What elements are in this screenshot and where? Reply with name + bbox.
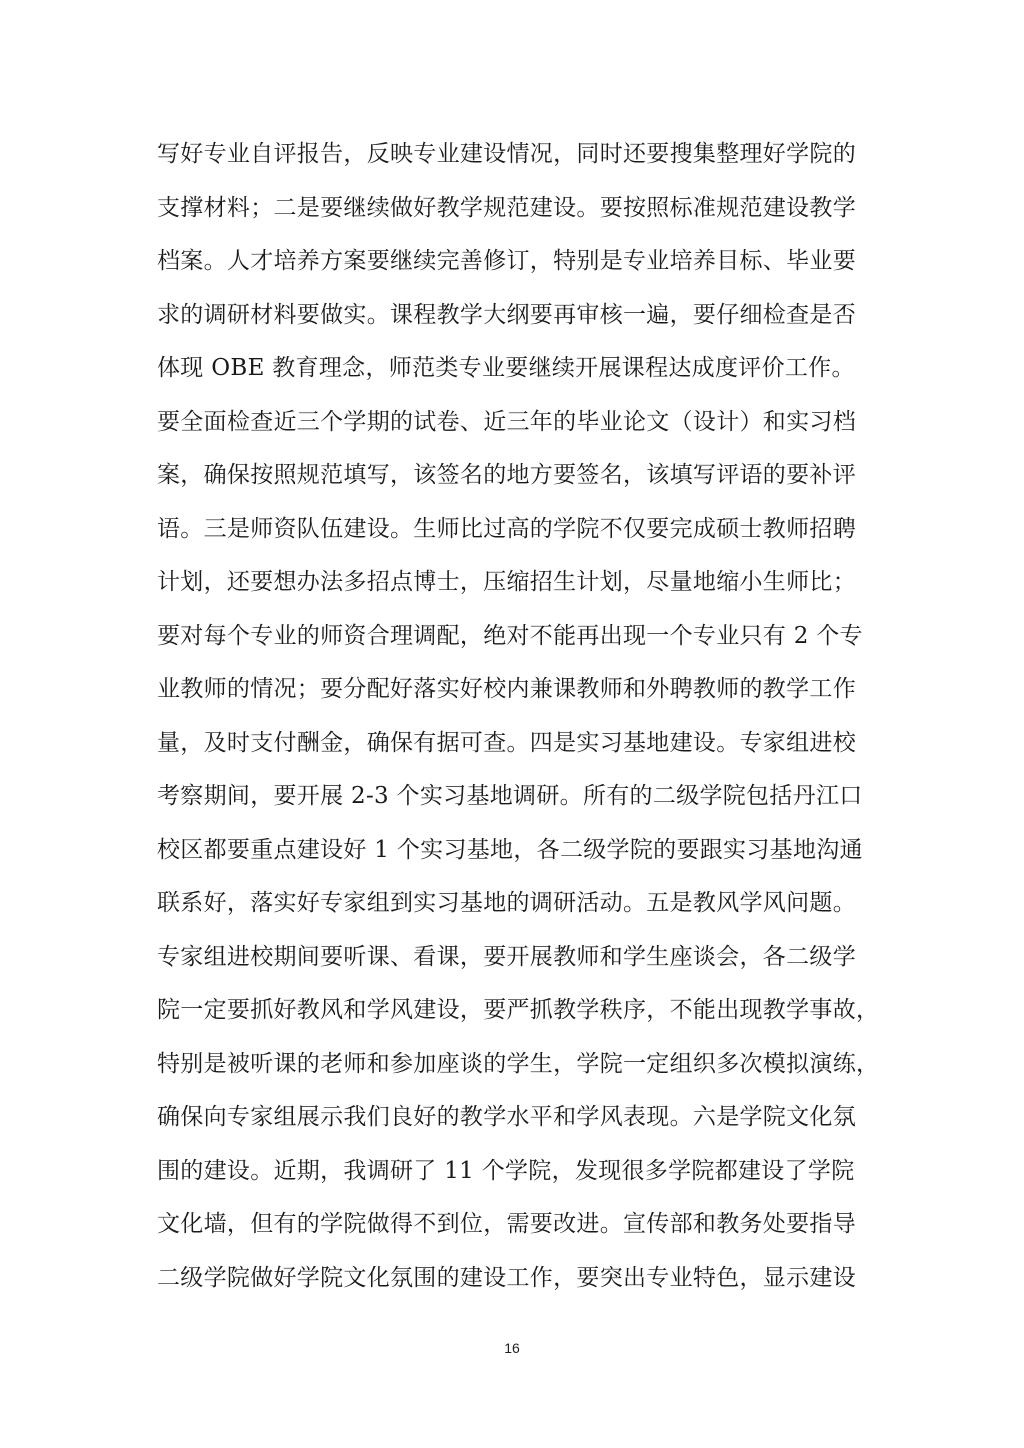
- text-line: 校区都要重点建设好 1 个实习基地，各二级学院的要跟实习基地沟通: [157, 836, 863, 863]
- text-line: 档案。人才培养方案要继续完善修订，特别是专业培养目标、毕业要: [157, 248, 856, 274]
- text-line: 写好专业自评报告，反映专业建设情况，同时还要搜集整理好学院的: [157, 141, 856, 167]
- text-line: 考察期间，要开展 2-3 个实习基地调研。所有的二级学院包括丹江口: [157, 783, 863, 809]
- text-line: 围的建设。近期，我调研了 11 个学院，发现很多学院都建设了学院: [157, 1157, 855, 1184]
- text-line: 专家组进校期间要听课、看课，要开展教师和学生座谈会，各二级学: [157, 943, 856, 970]
- text-line: 要对每个专业的师资合理调配，绝对不能再出现一个专业只有 2 个专: [157, 622, 863, 649]
- text-line: 语。三是师资队伍建设。生师比过高的学院不仅要完成硕士教师招聘: [157, 515, 856, 542]
- text-line: 计划，还要想办法多招点博士，压缩招生计划，尽量地缩小生师比；: [157, 569, 856, 595]
- text-line: 要全面检查近三个学期的试卷、近三年的毕业论文（设计）和实习档: [157, 408, 856, 435]
- text-line: 特别是被听课的老师和参加座谈的学生，学院一定组织多次模拟演练，: [157, 1050, 880, 1077]
- text-line: 量，及时支付酬金，确保有据可查。四是实习基地建设。专家组进校: [157, 729, 856, 756]
- page-number: 16: [504, 1340, 520, 1356]
- text-line: 求的调研材料要做实。课程教学大纲要再审核一遍，要仔细检查是否: [157, 301, 856, 328]
- text-line: 院一定要抓好教风和学风建设，要严抓教学秩序，不能出现教学事故，: [157, 997, 880, 1023]
- text-line: 案，确保按照规范填写，该签名的地方要签名，该填写评语的要补评: [157, 462, 856, 488]
- text-line: 支撑材料；二是要继续做好教学规范建设。要按照标准规范建设教学: [157, 194, 856, 221]
- text-line: 文化墙，但有的学院做得不到位，需要改进。宣传部和教务处要指导: [157, 1211, 856, 1237]
- text-line: 业教师的情况；要分配好落实好校内兼课教师和外聘教师的教学工作: [157, 676, 856, 702]
- body-text: [157, 128, 887, 1305]
- text-line: 二级学院做好学院文化氛围的建设工作，要突出专业特色，显示建设: [157, 1264, 856, 1291]
- text-line: 联系好，落实好专家组到实习基地的调研活动。五是教风学风问题。: [157, 890, 856, 916]
- text-line: 体现 OBE 教育理念，师范类专业要继续开展课程达成度评价工作。: [157, 355, 855, 381]
- text-line: 确保向专家组展示我们良好的教学水平和学风表现。六是学院文化氛: [157, 1104, 856, 1130]
